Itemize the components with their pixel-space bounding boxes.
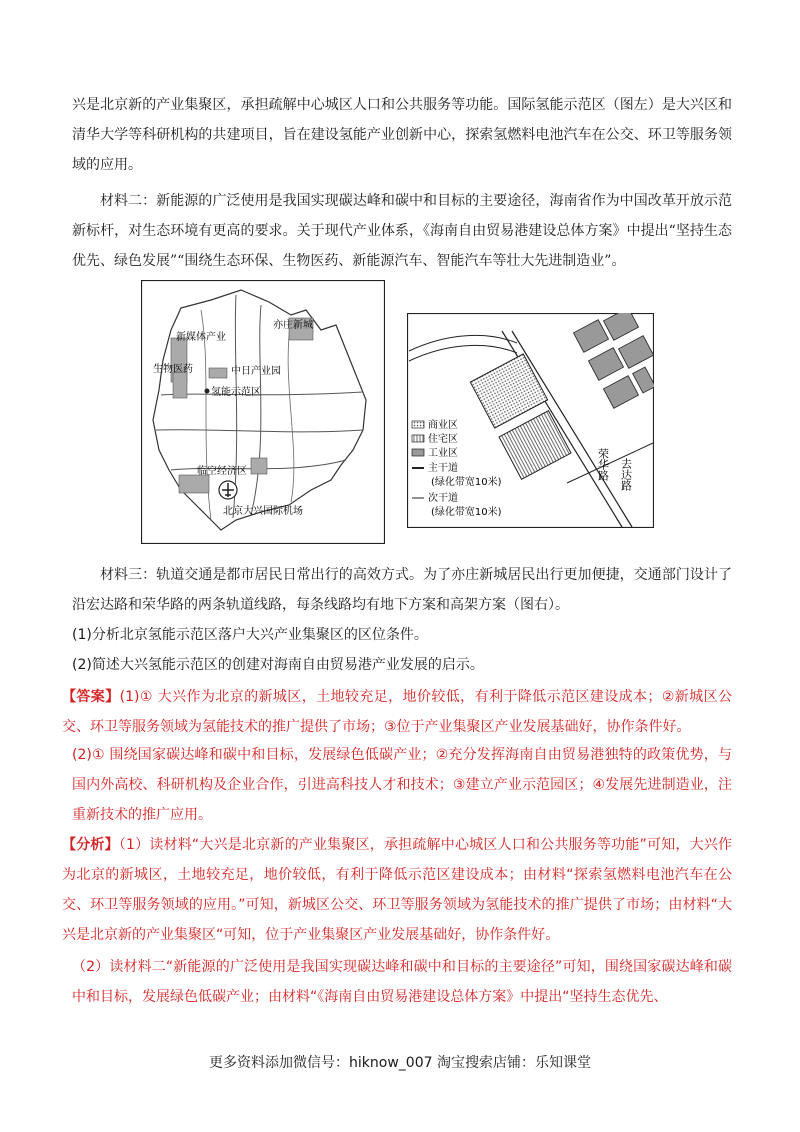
airplane-icon: [219, 481, 237, 499]
legend-secondary-road: 次干道: [428, 493, 458, 504]
legend-residential: 住宅区: [428, 434, 458, 445]
paragraph-intro: 兴是北京新的产业集聚区，承担疏解中心城区人口和公共服务等功能。国际氢能示范区（图左）是大兴区和清华大学等科研机构的共建项目，旨在建设氢能产业创新中心，探索氢燃料电池汽车在公交、环卫等服务领域的应用。: [72, 97, 732, 173]
legend-main-road-note: (绿化带宽10米): [431, 477, 502, 488]
legend-industrial: 工业区: [428, 448, 458, 459]
analysis-2: （2）读材料二“新能源的广泛使用是我国实现碳达峰和碳中和目标的主要途径”可知，围绕国家碳达峰和碳中和目标，发展绿色低碳产业；由材料“《海南自由贸易港建设总体方案》中提出“坚持生态优先、: [72, 959, 732, 1005]
label-linkong: 临空经济区: [197, 466, 247, 477]
analysis-block: [62, 830, 732, 950]
label-shengwu: 生物医药: [153, 364, 193, 375]
question-1: (1)分析北京氢能示范区落户大兴产业集聚区的区位条件。: [72, 627, 428, 643]
answer-2: (2)① 围绕国家碳达峰和碳中和目标，发展绿色低碳产业；②充分发挥海南自由贸易港独特的政策优势，与国内外高校、科研机构及企业合作，引进高科技人才和技术；③建立产业示范园区；④发展先进制造业，注重新技术的推广应用。: [72, 747, 732, 823]
label-xinyuanji: 新媒体产业: [176, 332, 226, 343]
analysis-1: （1）读材料“大兴是北京新的产业集聚区，承担疏解中心城区人口和公共服务等功能”可知，大兴作为北京的新城区，土地较充足，地价较低，有利于降低示范区建设成本；由材料“探索氢燃料电池汽车在公交、环卫等服务领域的应用。”可知，新城区公交、环卫等服务领域为氢能技术的推广提供了市场；由材料“大兴是北京新的产业集聚区“可知，位于产业集聚区产业发展基础好，协作条件好。: [62, 837, 733, 943]
right-map-figure: [407, 313, 654, 528]
label-yizhuang: 亦庄新城: [273, 320, 313, 331]
label-qingneng: 氢能示范区: [211, 387, 261, 398]
legend-main-road: 主干道: [428, 463, 458, 474]
answer-block: [62, 682, 732, 742]
legend-commercial: 商业区: [428, 420, 458, 431]
answer-tag: 【答案】: [62, 689, 120, 705]
legend-secondary-road-note: (绿化带宽10米): [431, 507, 502, 518]
left-map-figure: [141, 280, 385, 544]
question-2: (2)简述大兴氢能示范区的创建对海南自由贸易港产业发展的启示。: [72, 657, 484, 673]
paragraph-material-3: 材料三：轨道交通是都市居民日常出行的高效方式。为了亦庄新城居民出行更加便捷，交通部门设计了沿宏达路和荣华路的两条轨道线路，每条线路均有地下方案和高架方案（图右）。: [72, 567, 732, 613]
answer-1: (1)① 大兴作为北京的新城区，土地较充足，地价较低，有利于降低示范区建设成本；②新城区公交、环卫等服务领域为氢能技术的推广提供了市场；③位于产业集聚区产业发展基础好，协作条件好。: [62, 689, 732, 735]
label-qudalu-road: 去达路: [619, 458, 633, 491]
label-zhonghua: 中日产业园: [231, 366, 281, 377]
label-ronghua-road: 荣华路: [596, 448, 610, 481]
analysis-tag: 【分析】: [62, 837, 119, 853]
label-airport: 北京大兴国际机场: [223, 506, 303, 517]
page-footer: 更多资料添加微信号：hiknow_007 淘宝搜索店铺：乐知课堂: [209, 1055, 591, 1071]
paragraph-material-2: 材料二：新能源的广泛使用是我国实现碳达峰和碳中和目标的主要途径，海南省作为中国改革开放示范新标杆，对生态环境有更高的要求。关于现代产业体系，《海南自由贸易港建设总体方案》中提出“坚持生态优先、绿色发展”“围绕生态环保、生物医药、新能源汽车、智能汽车等壮大先进制造业”。: [72, 193, 732, 269]
